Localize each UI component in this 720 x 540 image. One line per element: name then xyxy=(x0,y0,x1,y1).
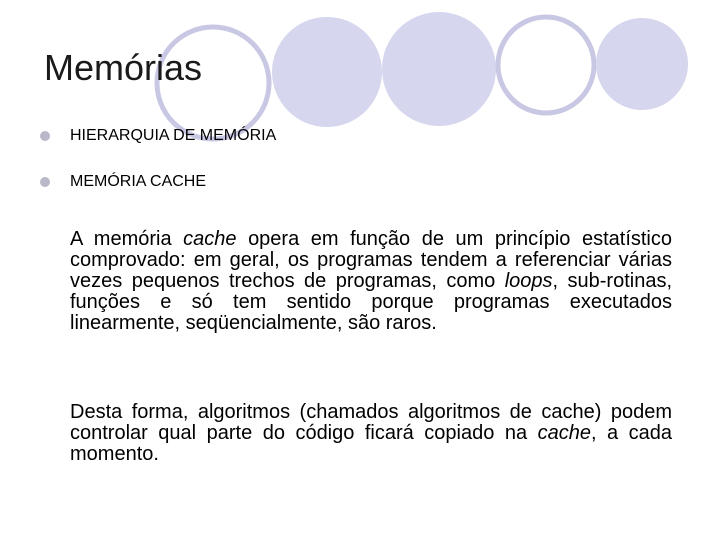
emphasis-cache: cache xyxy=(537,422,591,444)
text-run: Desta forma, algoritmos (chamados algoritmos de cache) podem controlar qual parte do código ficará copiado na xyxy=(70,401,672,444)
text-run: opera em função de um princípio estatístico comprovado: em geral, os programas tendem a referenciar várias vezes pequenos trechos de programas, como xyxy=(70,228,672,292)
bullet-dot-icon xyxy=(40,177,50,187)
paragraph-cache-algorithms xyxy=(70,402,672,465)
circle-outline-2 xyxy=(498,17,594,113)
text-run: , sub-rotinas, funções e só tem sentido porque programas executados linearmente, seqüencialmente, são raros. xyxy=(70,270,672,334)
bullet-label: MEMÓRIA CACHE xyxy=(70,173,207,190)
slide-title: Memórias xyxy=(44,47,203,88)
text-run: A memória xyxy=(70,228,184,250)
bullet-item-cache xyxy=(40,168,276,214)
text-run: , a cada momento. xyxy=(70,422,672,465)
paragraph-cache-principle xyxy=(70,229,672,334)
circle-filled-3 xyxy=(596,18,688,110)
circle-filled-1 xyxy=(272,17,382,127)
bullet-item-hierarquia xyxy=(40,122,276,168)
bullet-label: HIERARQUIA DE MEMÓRIA xyxy=(70,127,277,144)
bullet-dot-icon xyxy=(40,131,50,141)
emphasis-cache: cache xyxy=(183,228,237,250)
emphasis-loops: loops xyxy=(504,270,553,292)
bullet-list xyxy=(40,122,276,214)
circle-filled-2 xyxy=(382,12,496,126)
